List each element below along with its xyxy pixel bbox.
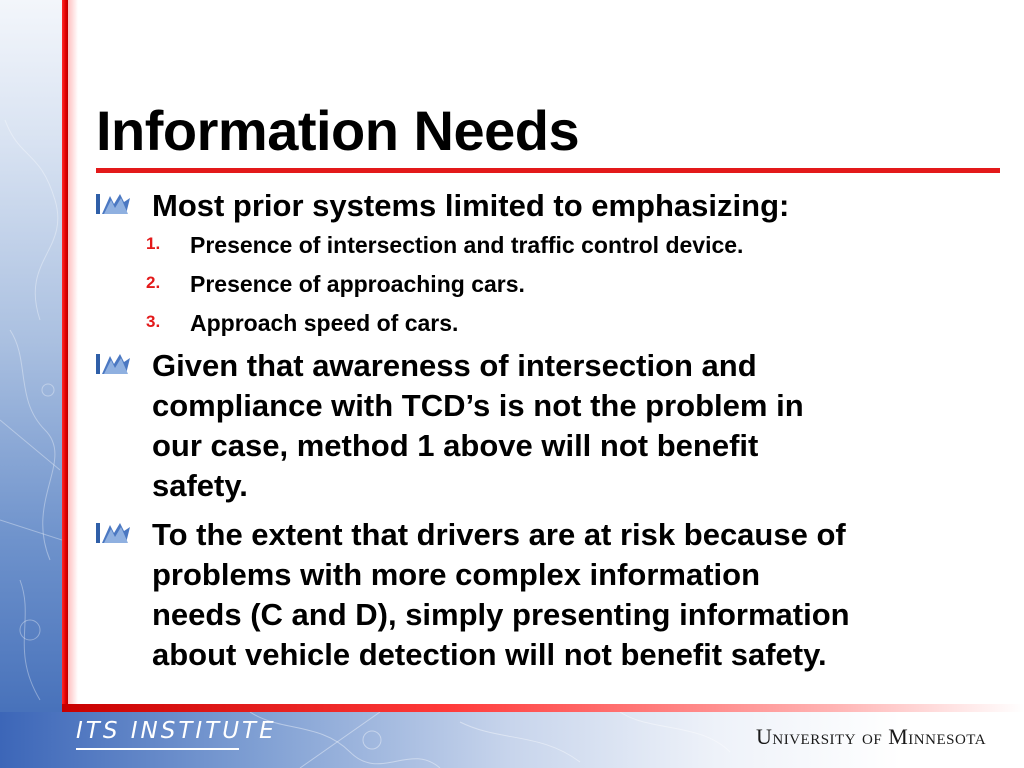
numbered-item bbox=[146, 269, 986, 299]
item-number: 3. bbox=[146, 312, 161, 331]
title-underline bbox=[96, 168, 1000, 173]
slide-title: Information Needs bbox=[96, 99, 580, 162]
bullet-text: Most prior systems limited to emphasizing: bbox=[152, 188, 790, 223]
bullet-item bbox=[96, 186, 996, 226]
its-institute-logo-text: ITS INSTITUTE bbox=[76, 718, 277, 744]
item-text: Approach speed of cars. bbox=[190, 310, 459, 336]
bullet-arrow-icon bbox=[96, 519, 130, 545]
bullet-arrow-icon bbox=[96, 190, 130, 216]
logo-underline bbox=[76, 748, 239, 750]
bullet-item bbox=[96, 346, 996, 506]
item-text: Presence of intersection and traffic control device. bbox=[190, 232, 744, 258]
bullet-arrow-icon bbox=[96, 350, 130, 376]
map-lines-decoration bbox=[0, 0, 62, 768]
numbered-item bbox=[146, 308, 986, 338]
item-number: 1. bbox=[146, 234, 161, 253]
bullet-text: To the extent that drivers are at risk because of problems with more complex information needs (C and D), simply presenting information about vehicle detection will not benefit safety. bbox=[152, 517, 850, 672]
bullet-item bbox=[96, 515, 996, 675]
left-accent-fade bbox=[68, 0, 78, 712]
bullet-text: Given that awareness of intersection and compliance with TCD’s is not the problem in our case, method 1 above will not benefit safety. bbox=[152, 348, 804, 503]
bottom-accent-bar bbox=[62, 704, 1024, 712]
item-number: 2. bbox=[146, 273, 161, 292]
university-wordmark: University of Minnesota bbox=[756, 724, 987, 749]
map-background-strip bbox=[0, 0, 62, 768]
numbered-item bbox=[146, 230, 986, 260]
item-text: Presence of approaching cars. bbox=[190, 271, 525, 297]
its-institute-logo bbox=[76, 718, 277, 752]
